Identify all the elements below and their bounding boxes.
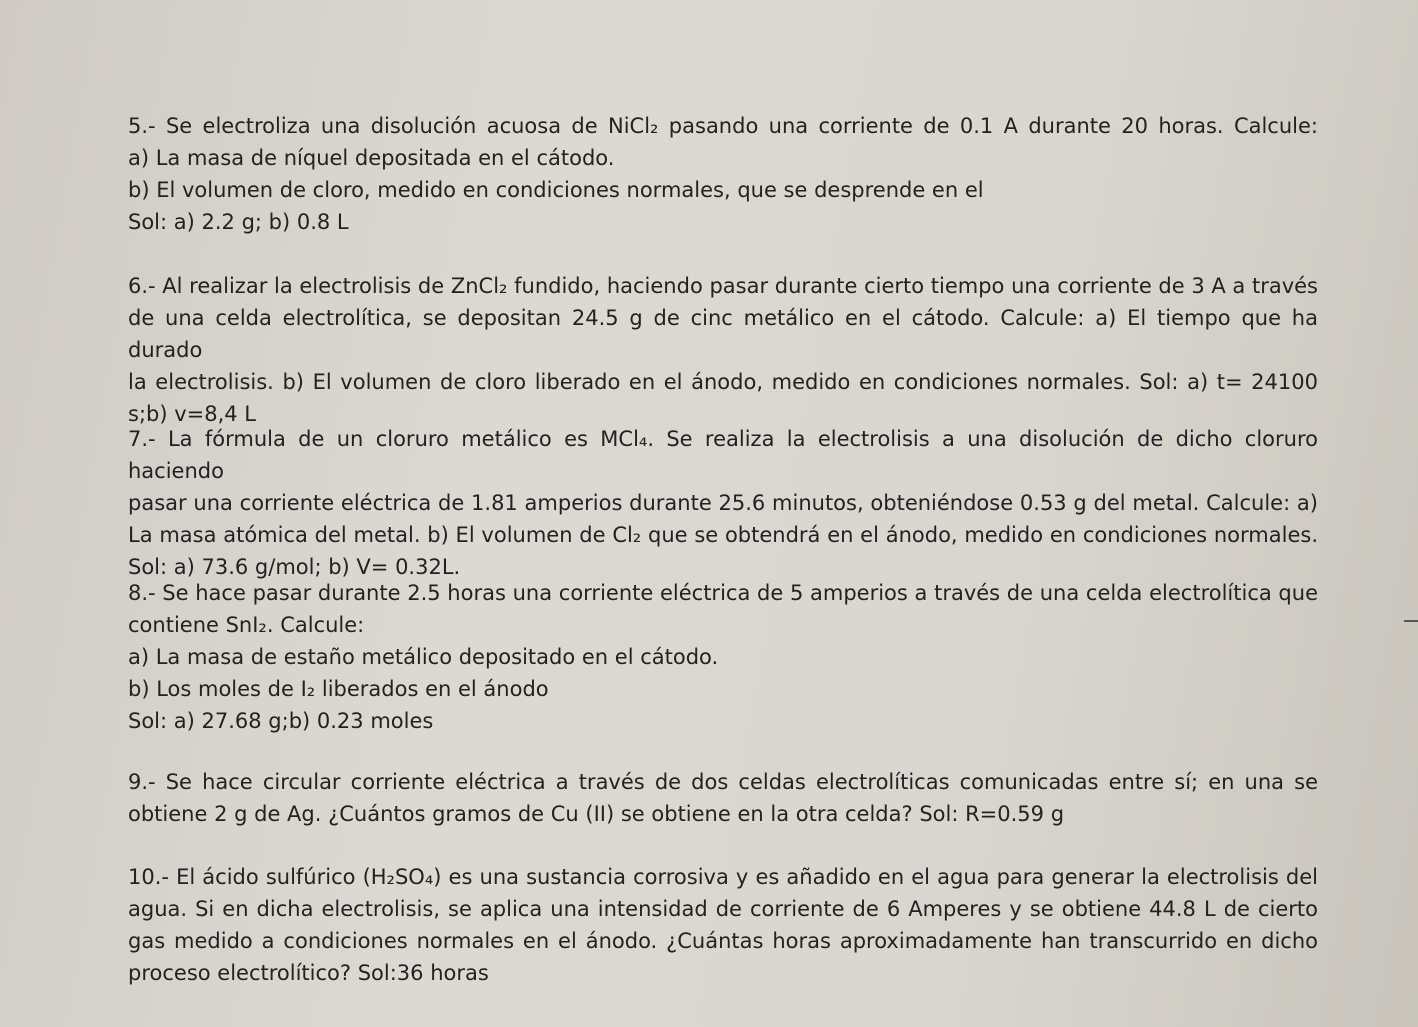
exercise-10-line-3: gas medido a condiciones normales en el ánodo. ¿Cuántas horas aproximadamente han transcurrido en dicho bbox=[128, 929, 1318, 953]
exercise-6-line-1: 6.- Al realizar la electrolisis de ZnCl₂ fundido, haciendo pasar durante cierto tiempo una corriente de 3 A a través bbox=[128, 274, 1318, 298]
exercise-5-line-2: a) La masa de níquel depositada en el cátodo. bbox=[128, 146, 615, 170]
exercise-8-line-4: b) Los moles de I₂ liberados en el ánodo bbox=[128, 677, 549, 701]
exercise-8 bbox=[128, 577, 1318, 737]
exercise-7-line-1: 7.- La fórmula de un cloruro metálico es MCl₄. Se realiza la electrolisis a una disolución de dicho cloruro haciendo bbox=[128, 427, 1318, 483]
exercise-6-solution: s;b) v=8,4 L bbox=[128, 402, 257, 426]
exercise-8-solution: Sol: a) 27.68 g;b) 0.23 moles bbox=[128, 709, 434, 733]
page-edge-mark bbox=[1404, 620, 1418, 622]
exercise-8-line-1: 8.- Se hace pasar durante 2.5 horas una corriente eléctrica de 5 amperios a través de una celda electrolítica que bbox=[128, 581, 1318, 605]
exercise-8-line-3: a) La masa de estaño metálico depositado en el cátodo. bbox=[128, 645, 719, 669]
exercise-10-line-2: agua. Si en dicha electrolisis, se aplica una intensidad de corriente de 6 Amperes y se obtiene 44.8 L de cierto bbox=[128, 897, 1318, 921]
exercise-8-line-2: contiene SnI₂. Calcule: bbox=[128, 613, 365, 637]
exercise-10-line-1: 10.- El ácido sulfúrico (H₂SO₄) es una sustancia corrosiva y es añadido en el agua para generar la electrolisis del bbox=[128, 865, 1318, 889]
exercise-5-solution: Sol: a) 2.2 g; b) 0.8 L bbox=[128, 210, 349, 234]
exercise-5-line-1: 5.- Se electroliza una disolución acuosa de NiCl₂ pasando una corriente de 0.1 A durante 20 horas. Calcule: bbox=[128, 114, 1318, 138]
exercise-10-solution: proceso electrolítico? Sol:36 horas bbox=[128, 961, 489, 985]
exercise-9 bbox=[128, 766, 1318, 830]
exercise-5-line-3: b) El volumen de cloro, medido en condiciones normales, que se desprende en el bbox=[128, 178, 984, 202]
exercise-9-line-1: 9.- Se hace circular corriente eléctrica a través de dos celdas electrolíticas comunicadas entre sí; en una se bbox=[128, 770, 1318, 794]
exercise-7-line-3: La masa atómica del metal. b) El volumen de Cl₂ que se obtendrá en el ánodo, medido en condiciones normales. bbox=[128, 523, 1318, 547]
exercise-9-line-2: obtiene 2 g de Ag. ¿Cuántos gramos de Cu (II) se obtiene en la otra celda? Sol: R=0.59 g bbox=[128, 802, 1065, 826]
exercise-5 bbox=[128, 110, 1318, 238]
exercise-7-line-2: pasar una corriente eléctrica de 1.81 amperios durante 25.6 minutos, obteniéndose 0.53 g del metal. Calcule: a) bbox=[128, 491, 1318, 515]
exercise-6 bbox=[128, 270, 1318, 430]
exercise-6-line-3: la electrolisis. b) El volumen de cloro liberado en el ánodo, medido en condiciones normales. Sol: a) t= 24100 bbox=[128, 370, 1318, 394]
exercise-6-line-2: de una celda electrolítica, se depositan 24.5 g de cinc metálico en el cátodo. Calcule: a) El tiempo que ha durado bbox=[128, 306, 1318, 362]
exercise-7 bbox=[128, 423, 1318, 583]
exercise-10 bbox=[128, 861, 1318, 989]
exercise-7-solution: Sol: a) 73.6 g/mol; b) V= 0.32L. bbox=[128, 555, 461, 579]
